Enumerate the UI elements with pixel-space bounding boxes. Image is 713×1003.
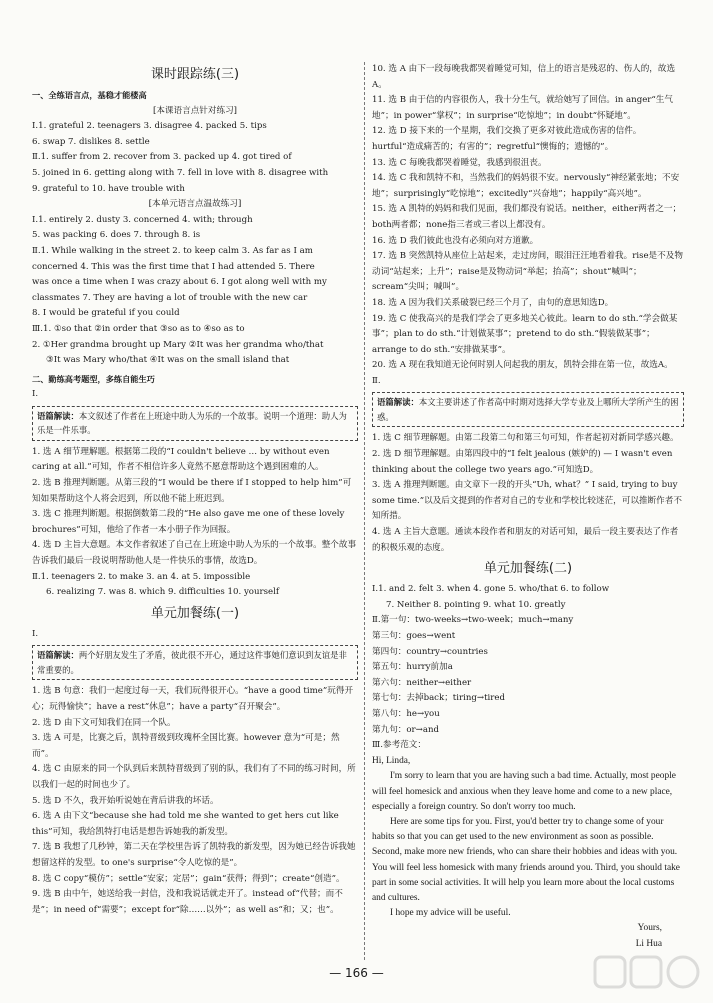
answer-line: Ⅱ.1. While walking in the street 2. to keep calm 3. As far as I am xyxy=(32,245,313,256)
explanation: 1. 选 B 句意：我们一起度过每一天，我们玩得很开心。“have a good time”玩得开心；玩得愉快”；have a rest“休息”；have a party“召开聚会”。 xyxy=(32,686,354,712)
answer-line: 6. swap 7. dislikes 8. settle xyxy=(32,136,150,147)
answer-line: 5. was packing 6. does 7. through 8. is xyxy=(32,230,201,241)
correction-line: 第四句：country→countries xyxy=(372,646,488,657)
section-title-2: 单元加餐练(一) xyxy=(150,605,240,621)
correction-line: Ⅱ.第一句：two-weeks→two-week；much→many xyxy=(372,615,574,626)
answer-line: 7. Neither 8. pointing 9. what 10. greatly xyxy=(386,599,566,610)
explanation: 19. 选 C 使我高兴的是我们学会了更多地关心彼此。learn to do sth.“学会做某事”；plan to do sth.“计划做某事”；pretend to do sth.“假装做某事”；arrange to do sth.“安排做某事”。 xyxy=(372,313,678,355)
correction-line: 第六句：neither→either xyxy=(372,677,472,688)
explanation: 14. 选 C 我和凯特不和，当然我们的妈妈很不安。nervously“神经紧张地；不安地”；surprisingly“吃惊地”；excitedly“兴奋地”；happily“高兴地”。 xyxy=(372,173,680,199)
explanation: 7. 选 B 我想了几秒钟，第二天在学校里告诉了凯特我的新发型，因为她已经告诉我她想留这样的发型。to one's surprise“令人吃惊的是”。 xyxy=(32,842,356,868)
answer-line: 2. ①Her grandma brought up Mary ②It was her grandma who/that xyxy=(32,339,324,350)
explanation: 10. 选 A 由下一段每晚我都哭着睡觉可知，信上的语言是残忍的、伤人的，故选A。 xyxy=(372,64,676,90)
answer-line: ③It was Mary who/that ④It was on the small island that xyxy=(46,355,290,366)
answer-line: concerned 4. This was the first time that I had attended 5. There xyxy=(32,261,315,272)
letter-greeting: Hi, Linda, xyxy=(372,755,411,766)
sample-essay-heading: Ⅲ.参考范文： xyxy=(372,740,426,751)
answer-line: Ⅰ.1. grateful 2. teenagers 3. disagree 4. packed 5. tips xyxy=(32,121,267,132)
answer-line: 5. joined in 6. getting along with 7. fell in love with 8. disagree with xyxy=(32,167,329,178)
correction-line: 第九句：or→and xyxy=(372,724,440,735)
explanation: 11. 选 B 由于信的内容很伤人，我十分生气，就给她写了回信。in anger“生气地”；in power“掌权”；in surprise“吃惊地”；in doubt“怀疑地”。 xyxy=(372,95,673,121)
correction-line: 第五句：hurry前加a xyxy=(372,662,453,673)
explanation: 13. 选 C 每晚我都哭着睡觉，我感到很沮丧。 xyxy=(372,157,547,168)
roman-numeral: Ⅱ. xyxy=(372,375,381,386)
box-text: 本文主要讲述了作者高中时期对选择大学专业及上哪所大学所产生的困惑。 xyxy=(377,397,679,422)
explanation: 8. 选 C copy“模仿”；settle“安家；定居”；gain“获得；得到”；create“创造”。 xyxy=(32,873,345,884)
heading-1: 一、全练语言点，基稳才能楼高 xyxy=(32,90,147,100)
explanation: 2. 选 D 由下文可知我们在同一个队。 xyxy=(32,717,176,728)
answer-line: Ⅱ.1. teenagers 2. to make 3. an 4. at 5. impossible xyxy=(32,571,251,582)
explanation: 9. 选 B 由中午，她送给我一封信，没和我说话就走开了。instead of“代替；而不是”；in need of“需要”；except for“除……以外”；as well as“和；又；也”。 xyxy=(32,889,343,915)
explanation: 4. 选 A 主旨大意题。通读本段作者和朋友的对话可知，最后一段主要表达了作者的积极乐观的态度。 xyxy=(372,527,679,553)
explanation: 5. 选 D 不久，我开始听说她在背后讲我的坏话。 xyxy=(32,795,219,806)
explanation: 2. 选 D 细节理解题。由第四段中的“I felt jealous (嫉妒的) — I wasn't even thinking about the college two years ago.”可知选D。 xyxy=(372,449,673,475)
passage-note-box xyxy=(372,392,684,427)
watermark-logo-icon xyxy=(593,953,703,995)
letter-closing: Yours, xyxy=(637,923,662,934)
page-number: — 166 — xyxy=(329,966,384,980)
explanation: 4. 选 D 主旨大意题。本文作者叙述了自己在上班途中助人为乐的一个故事。整个故事告诉我们最后一段说明帮助他人是一件快乐的事情，故选D。 xyxy=(32,540,357,567)
box-text: 本文叙述了作者在上班途中助人为乐的一个故事。说明一个道理：助人为乐是一件乐事。 xyxy=(37,410,347,436)
correction-line: 第八句：he→you xyxy=(372,708,440,719)
correction-line: 第七句：去掉back；tiring→tired xyxy=(372,693,505,704)
answer-line: 9. grateful to 10. have trouble with xyxy=(32,183,185,194)
answer-line: Ⅱ.1. suffer from 2. recover from 3. packed up 4. got tired of xyxy=(32,152,292,163)
answer-line: Ⅲ.1. ①so that ②in order that ③so as to ④so as to xyxy=(32,323,245,334)
box-label: 语篇解读： xyxy=(37,410,79,421)
right-column xyxy=(372,62,684,953)
answer-line: Ⅰ.1. and 2. felt 3. when 4. gone 5. who/that 6. to follow xyxy=(372,584,610,595)
box-label: 语篇解读： xyxy=(37,650,79,661)
subheading-1: [本课语言点针对练习] xyxy=(152,105,238,116)
explanation: 3. 选 A 推理判断题。由文章下一段的开头“Uh, what？” I said, trying to buy some time.”以及后文提到的作者对自己的专业和学校比较迷茫，可以推断作者不知所措。 xyxy=(372,480,682,522)
explanation: 17. 选 B 突然凯特从座位上站起来，走过房间，眼泪汪汪地看着我。rise是不及物动词“站起来；上升”；raise是及物动词“举起；抬高”；shout“喊叫”；scream“尖叫；喊叫”。 xyxy=(372,251,683,293)
subheading-2: [本单元语言点温故练习] xyxy=(148,199,242,210)
explanation: 18. 选 A 因为我们关系破裂已经三个月了，由句的意思知选D。 xyxy=(372,297,614,308)
explanation: 16. 选 D 我们彼此也没有必须向对方道歉。 xyxy=(372,235,539,246)
answer-line: 6. realizing 7. was 8. which 9. difficulties 10. yourself xyxy=(46,587,280,598)
box-label: 语篇解读： xyxy=(377,397,419,408)
explanation: 4. 选 C 由原来的同一个队到后来凯特晋级到了别的队，我们有了不同的练习时间，所以我们一起的时间也少了。 xyxy=(32,764,356,790)
left-column xyxy=(32,62,358,918)
answer-line: Ⅰ.1. entirely 2. dusty 3. concerned 4. with; through xyxy=(32,214,253,225)
explanation: 1. 选 A 细节理解题。根据第二段的“I couldn't believe … by without even caring at all.”可知，作者不相信许多人竟然不愿意帮助这个遇到困难的人。 xyxy=(32,446,330,473)
explanation: 12. 选 D 接下来的一个星期，我们交换了更多对彼此造成伤害的信件。hurtful“造成痛苦的；有害的”；regretful“懊悔的；遗憾的”。 xyxy=(372,126,642,152)
answer-line: 8. I would be grateful if you could xyxy=(32,308,180,319)
explanation: 6. 选 A 由下文“because she had told me she wanted to get hers cut like this”可知，我给凯特打电话是想告诉她我的新发型。 xyxy=(32,811,339,837)
letter-signature: Li Hua xyxy=(635,938,662,949)
passage-note-box xyxy=(32,406,358,441)
roman-numeral: Ⅰ. xyxy=(32,628,39,639)
explanation: 3. 选 A 可是，比赛之后，凯特晋级到玫瑰杯全国比赛。however 意为“可是；然而”。 xyxy=(32,733,340,759)
roman-numeral: Ⅰ. xyxy=(32,389,39,400)
heading-2: 二、勤练高考题型，多练自能生巧 xyxy=(32,373,155,384)
section-title-3: 单元加餐练(二) xyxy=(483,561,573,577)
passage-note-box xyxy=(32,645,358,680)
section-title-1: 课时跟踪练(三) xyxy=(150,67,240,82)
explanation: 3. 选 C 推理判断题。根据倒数第二段的“He also gave me one of these lovely brochures”可知，他给了作者一本小册子作为回报。 xyxy=(32,509,345,535)
column-divider xyxy=(364,62,365,960)
answer-line: was once a time when I was crazy about 6. I got along well with my xyxy=(32,277,327,288)
letter-paragraph: I'm sorry to learn that you are having such a bad time. Actually, most people will feel homesick and anxious when they leave home and come to a new place, especially a foreign country. So don't worry too much. xyxy=(372,771,676,812)
letter-paragraph: I hope my advice will be useful. xyxy=(390,908,511,919)
box-text: 两个好朋友发生了矛盾，彼此很不开心，通过这件事她们意识到友谊是非常重要的。 xyxy=(37,650,347,675)
explanation: 1. 选 C 细节理解题。由第二段第二句和第三句可知，作者起初对新同学感兴趣。 xyxy=(372,433,679,444)
explanation: 2. 选 B 推理判断题。从第三段的“I would be there if I stopped to help him”可知如果帮助这个人将会迟到，所以他不能上班迟到。 xyxy=(32,478,352,504)
letter-paragraph: Here are some tips for you. First, you'd better try to change some of your habits so that you can get used to the new environment as soon as possible. Second, make more new friends, who can share their hobbies and ideas with you. You will feel less homesick with many friends around you. Third, you should take part in some social activities. It will help you learn more about the local customs and cultures. xyxy=(372,816,680,903)
answer-line: classmates 7. They are having a lot of trouble with the new car xyxy=(32,292,308,303)
explanation: 20. 选 A 现在我知道无论何时别人问起我的朋友，凯特会排在第一位，故选A。 xyxy=(372,360,673,371)
explanation: 15. 选 A 凯特的妈妈和我们见面，我们都没有说话。neither，either两者之一；both两者都；none指三者或三者以上都没有。 xyxy=(372,204,682,230)
correction-line: 第三句：goes→went xyxy=(372,631,456,641)
